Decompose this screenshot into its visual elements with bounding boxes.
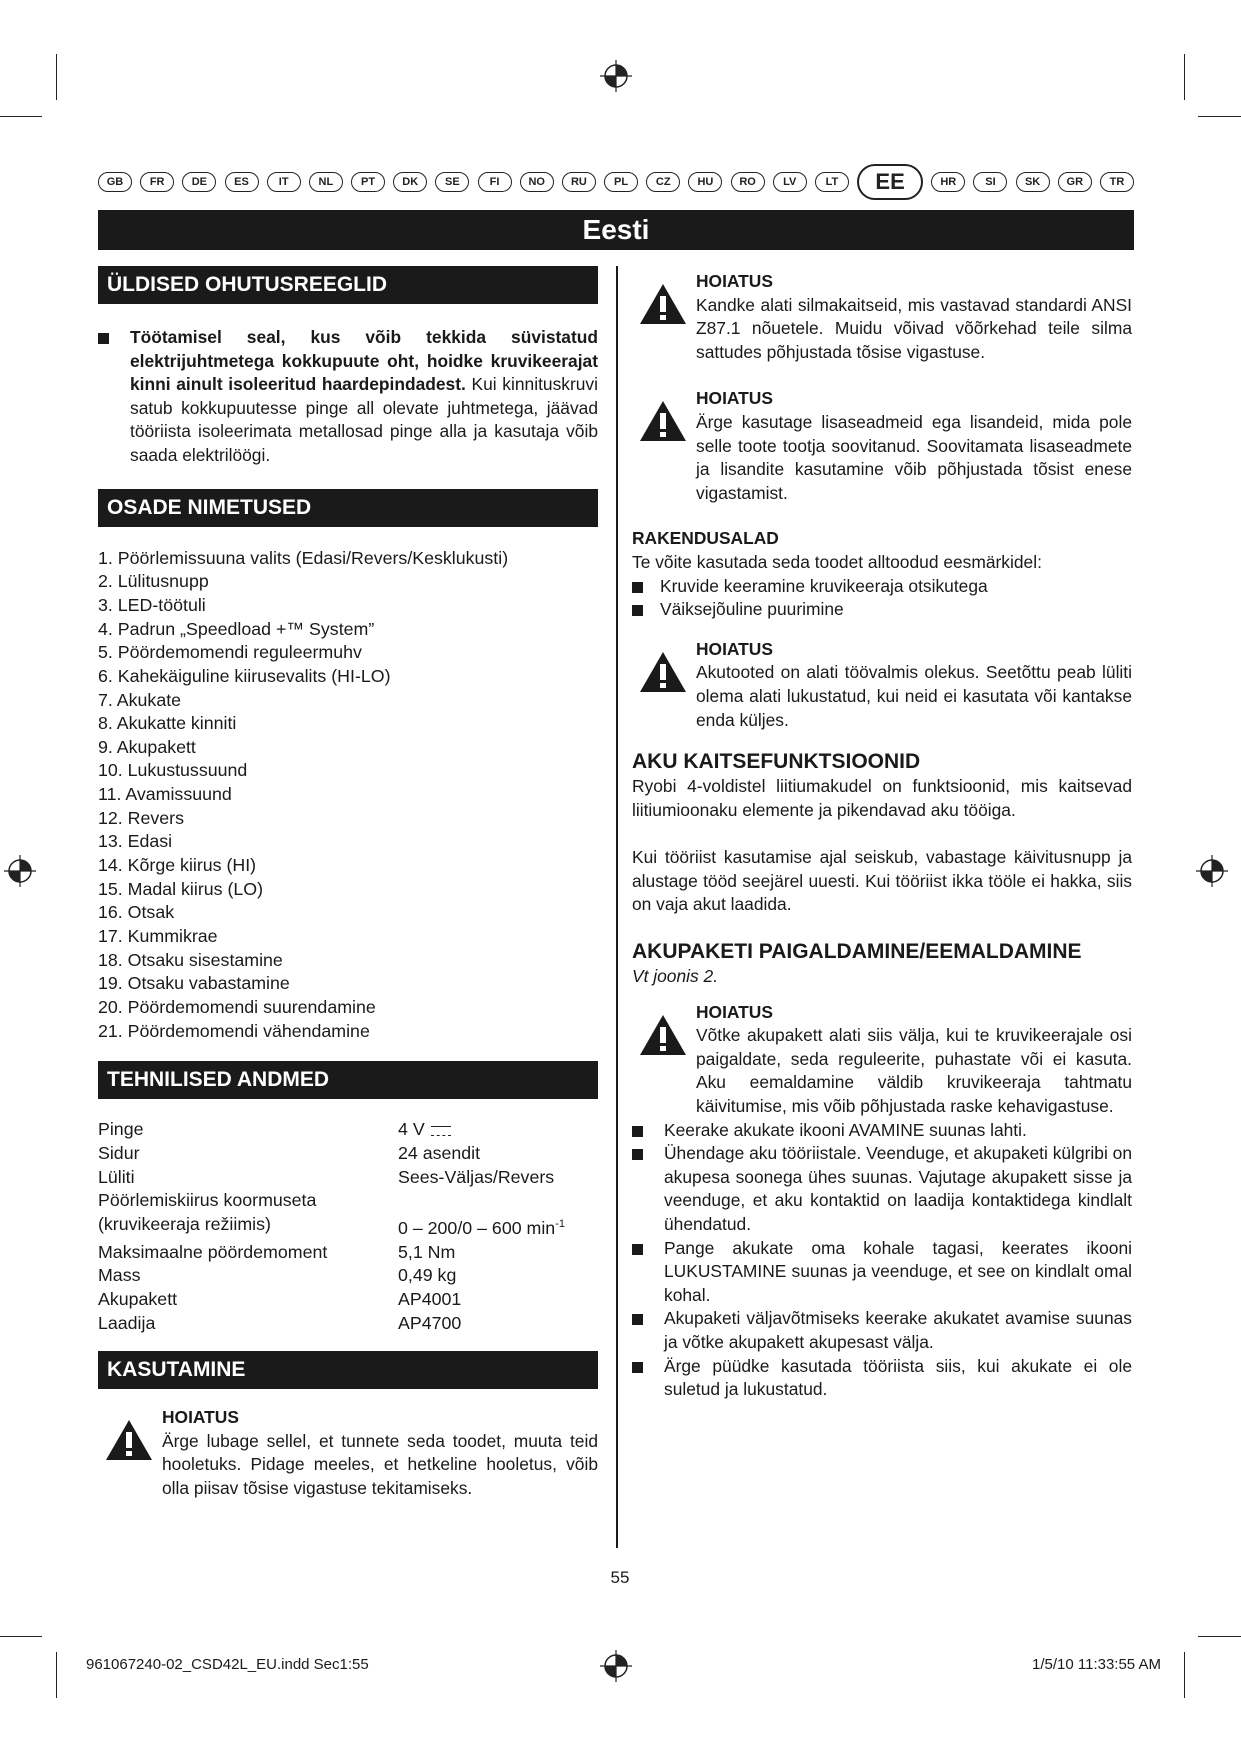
spec-value (398, 1288, 598, 1312)
parts-list-item: 18. Otsaku sisestamine (98, 949, 283, 970)
applications-item (632, 575, 1132, 599)
parts-list-item: 8. Akukatte kinniti (98, 713, 237, 734)
parts-list-item: 9. Akupakett (98, 736, 196, 757)
spec-value (398, 1264, 598, 1288)
parts-list-item: 17. Kummikrae (98, 926, 218, 947)
usage-warning (98, 1406, 598, 1500)
bullet-square-icon (632, 605, 643, 616)
spec-value (398, 1118, 598, 1142)
spec-value (398, 1166, 598, 1190)
install-step-text: Pange akukate oma kohale tagasi, keerates ikooni LUKUSTAMINE suunas ja veenduge, et see on kindlalt omal kohal. (664, 1237, 1132, 1305)
language-code-no: NO (520, 172, 554, 192)
footer-date: 1/5/10 11:33:55 AM (1032, 1656, 1161, 1673)
column-divider (616, 266, 618, 1548)
spec-label: (kruvikeeraja režiimis) (98, 1213, 271, 1234)
parts-list-item: 7. Akukate (98, 689, 182, 710)
warning-text: Kandke alati silmakaitseid, mis vastavad standardi ANSI Z87.1 nõuetele. Muidu võivad võõrkehad teile silma sattudes põhjustada tõsise vigastuse. (696, 294, 1132, 362)
install-heading: AKUPAKETI PAIGALDAMINE/EEMALDAMINE (632, 940, 1082, 964)
bullet-square-icon (632, 582, 643, 593)
language-code-ee: EE (857, 164, 923, 200)
language-code-ru: RU (562, 172, 596, 192)
right-column (632, 266, 1132, 1402)
warning-triangle-icon (638, 1013, 688, 1057)
specs-row (98, 1288, 598, 1312)
spec-label: Pinge (98, 1119, 144, 1140)
install-step (632, 1119, 1132, 1143)
install-step-text: Keerake akukate ikooni AVAMINE suunas lahti. (664, 1119, 1027, 1140)
language-code-lv: LV (773, 172, 807, 192)
left-column (98, 266, 598, 1501)
warning-triangle-icon (638, 650, 688, 694)
bullet-square-icon (632, 1126, 643, 1137)
bullet-square-icon (632, 1244, 643, 1255)
specs-row (98, 1118, 598, 1142)
language-code-es: ES (225, 172, 259, 192)
page-title: Eesti (98, 210, 1134, 250)
spec-value (398, 1241, 598, 1265)
crop-mark (1198, 1636, 1241, 1637)
language-code-hr: HR (931, 172, 965, 192)
parts-list-item: 2. Lülitusnupp (98, 571, 209, 592)
spec-value-text: 0,49 kg (398, 1265, 457, 1286)
warning-title: HOIATUS (696, 1001, 773, 1022)
warning-triangle-icon (638, 282, 688, 326)
bullet-square-icon (632, 1314, 643, 1325)
parts-list-item: 13. Edasi (98, 831, 173, 852)
protection-heading: AKU KAITSEFUNKTSIOONID (632, 750, 921, 774)
language-code-de: DE (182, 172, 216, 192)
section-heading-usage: KASUTAMINE (98, 1351, 598, 1389)
install-step (632, 1307, 1132, 1354)
language-code-pt: PT (351, 172, 385, 192)
specs-row (98, 1213, 598, 1241)
parts-list-item: 12. Revers (98, 807, 184, 828)
spec-label: Lüliti (98, 1166, 135, 1187)
warning-battery-ready (632, 638, 1132, 732)
parts-list-item: 15. Madal kiirus (LO) (98, 878, 264, 899)
protection-paragraph-1: Ryobi 4-voldistel liitiumakudel on funktsioonid, mis kaitsevad liitiumioonaku elemente ja pikendavad aku tööiga. (632, 776, 1132, 820)
language-code-pl: PL (604, 172, 638, 192)
language-code-si: SI (973, 172, 1007, 192)
footer-file-info: 961067240-02_CSD42L_EU.indd Sec1:55 (86, 1656, 369, 1673)
safety-bullet-text: Kui kinnituskruvi satub kokkupuutesse pinge all olevate juhtmetega, jäävad tööriista isoleerimata metallosad pinge alla ja kasutaja võib saada elektrilöögi. (130, 374, 598, 465)
language-code-tr: TR (1100, 172, 1134, 192)
warning-eye-protection (632, 270, 1132, 364)
parts-list-item: 11. Avamissuund (98, 784, 232, 805)
spec-value-text: AP4700 (398, 1312, 462, 1333)
protection-paragraph-2: Kui tööriist kasutamise ajal seiskub, vabastage käivitusnupp ja alustage tööd seejärel uuesti. Kui tööriist ikka tööle ei hakka, siis on vaja akut laadida. (632, 847, 1132, 915)
warning-triangle-icon (638, 399, 688, 443)
page-number: 55 (610, 1568, 630, 1587)
parts-list-item: 1. Pöörlemissuuna valits (Edasi/Revers/Kesklukusti) (98, 547, 509, 568)
parts-list-item: 6. Kahekäiguline kiirusevalits (HI-LO) (98, 665, 391, 686)
section-heading-specs: TEHNILISED ANDMED (98, 1061, 598, 1099)
specs-row (98, 1189, 598, 1213)
warning-title: HOIATUS (696, 388, 773, 409)
language-code-lt: LT (815, 172, 849, 192)
warning-accessories (632, 387, 1132, 505)
warning-title: HOIATUS (696, 638, 773, 659)
parts-list-item: 3. LED-töötuli (98, 594, 206, 615)
specs-row (98, 1264, 598, 1288)
language-code-it: IT (267, 172, 301, 192)
language-selector (98, 165, 1134, 199)
direct-current-icon (431, 1126, 451, 1136)
install-step (632, 1237, 1132, 1308)
warning-title: HOIATUS (696, 271, 773, 291)
registration-mark-icon (600, 1650, 632, 1682)
bullet-square-icon (632, 1362, 643, 1373)
spec-label: Pöörlemiskiirus koormuseta (98, 1190, 317, 1211)
registration-mark-icon (4, 855, 36, 887)
parts-list-item: 10. Lukustussuund (98, 760, 248, 781)
install-step-text: Akupaketi väljavõtmiseks keerake akukatet avamise suunas ja võtke akupakett akupesast välja. (664, 1308, 1132, 1352)
spec-value-text: 0 – 200/0 – 600 min (398, 1217, 556, 1238)
spec-value (398, 1142, 598, 1166)
spec-value-text: Sees-Väljas/Revers (398, 1166, 555, 1187)
spec-label: Sidur (98, 1143, 140, 1163)
spec-value-text: 4 V (398, 1119, 425, 1140)
install-step (632, 1142, 1132, 1236)
language-code-gb: GB (98, 172, 132, 192)
spec-label: Laadija (98, 1312, 156, 1333)
language-code-nl: NL (309, 172, 343, 192)
language-code-fr: FR (140, 172, 174, 192)
specs-row (98, 1312, 598, 1336)
parts-list-item: 16. Otsak (98, 902, 175, 923)
bullet-square-icon (98, 333, 109, 344)
parts-list-item: 21. Pöördemomendi vähendamine (98, 1020, 370, 1041)
install-figure-ref: Vt joonis 2. (632, 966, 719, 987)
language-code-ro: RO (731, 172, 765, 192)
applications-heading: RAKENDUSALAD (632, 528, 779, 549)
spec-unit-exponent: -1 (555, 1217, 565, 1230)
spec-value (398, 1189, 598, 1213)
safety-bullet-bold: Töötamisel seal, kus võib tekkida süvistatud elektrijuhtmetega kokkupuute oht, hoidke kruvikeerajat kinni ainult isoleeritud haardepindadest. (130, 327, 598, 395)
registration-mark-icon (600, 60, 632, 92)
warning-text: Ärge kasutage lisaseadmeid ega lisandeid, mida pole selle toote tootja soovitanud. Soovitamata lisaseadmete ja lisandite kasutamine võib põhjustada tõsist enese vigastamist. (696, 411, 1132, 503)
language-code-dk: DK (393, 172, 427, 192)
spec-value-text: 24 asendit (398, 1143, 481, 1163)
crop-mark (0, 1636, 42, 1637)
install-step-text: Ärge püüdke kasutada tööriista siis, kui akukate ei ole suletud ja lukustatud. (664, 1355, 1132, 1400)
registration-mark-icon (1196, 855, 1228, 887)
specs-table (98, 1118, 598, 1335)
language-code-hu: HU (688, 172, 722, 192)
spec-value-text: 5,1 Nm (398, 1241, 456, 1262)
language-code-fi: FI (478, 172, 512, 192)
crop-mark (56, 1652, 57, 1698)
language-code-cz: CZ (646, 172, 680, 192)
specs-row (98, 1241, 598, 1265)
warning-text: Võtke akupakett alati siis välja, kui te kruvikeerajale osi paigaldate, seda reguleerite, puhastate või ei kasuta. Aku eemaldamine väldib kruvikeeraja tahtmatu käivitumise, mis võib põhjustada raske kehavigastuse. (696, 1025, 1132, 1117)
safety-bullet (98, 326, 598, 468)
parts-list-item: 5. Pöördemomendi reguleermuhv (98, 642, 362, 663)
parts-list-item: 14. Kõrge kiirus (HI) (98, 855, 257, 876)
spec-value (398, 1213, 598, 1241)
install-step (632, 1355, 1132, 1402)
spec-value-text: AP4001 (398, 1288, 462, 1309)
crop-mark (1184, 54, 1185, 100)
warning-title: HOIATUS (162, 1407, 239, 1428)
applications-item-text: Kruvide keeramine kruvikeeraja otsikutega (660, 575, 988, 596)
bullet-square-icon (632, 1149, 643, 1160)
specs-row (98, 1166, 598, 1190)
parts-list (98, 547, 598, 1044)
crop-mark (56, 54, 57, 100)
install-steps-list (632, 1119, 1132, 1402)
parts-list-item: 19. Otsaku vabastamine (98, 973, 290, 994)
warning-triangle-icon (104, 1418, 154, 1462)
crop-mark (1184, 1652, 1185, 1698)
language-code-se: SE (435, 172, 469, 192)
crop-mark (1198, 116, 1241, 117)
specs-row (98, 1142, 598, 1166)
crop-mark (0, 116, 42, 117)
spec-label: Maksimaalne pöördemoment (98, 1241, 328, 1262)
warning-text: Ärge lubage sellel, et tunnete seda toodet, muuta teid hooletuks. Pidage meeles, et hetkeline hooletus, võib olla piisav tõsise vigastuse tekitamiseks. (162, 1430, 598, 1498)
spec-value (398, 1312, 598, 1336)
section-heading-parts: OSADE NIMETUSED (98, 489, 598, 527)
warning-remove-battery (632, 1001, 1132, 1119)
applications-item-text: Väiksejõuline puurimine (660, 599, 844, 620)
language-code-sk: SK (1016, 172, 1050, 192)
spec-label: Akupakett (98, 1288, 178, 1309)
parts-list-item: 4. Padrun „Speedload +™ System” (98, 618, 375, 639)
parts-list-item: 20. Pöördemomendi suurendamine (98, 997, 376, 1018)
applications-intro: Te võite kasutada seda toodet alltoodud eesmärkidel: (632, 551, 1042, 572)
applications-list (632, 575, 1132, 622)
section-heading-safety: ÜLDISED OHUTUSREEGLID (98, 266, 598, 304)
language-code-gr: GR (1058, 172, 1092, 192)
spec-label: Mass (98, 1265, 141, 1286)
install-step-text: Ühendage aku tööriistale. Veenduge, et akupaketi külgribi on akupesa soonega ühes suunas. Vajutage akupakett sisse ja veenduge, et aku kontaktid on laadija kontaktidega kindlalt ühendatud. (664, 1143, 1132, 1234)
warning-text: Akutooted on alati töövalmis olekus. Seetõttu peab lüliti olema alati lukustatud, kui neid ei kasutata või kantakse enda küljes. (696, 662, 1132, 730)
applications-item (632, 598, 1132, 622)
